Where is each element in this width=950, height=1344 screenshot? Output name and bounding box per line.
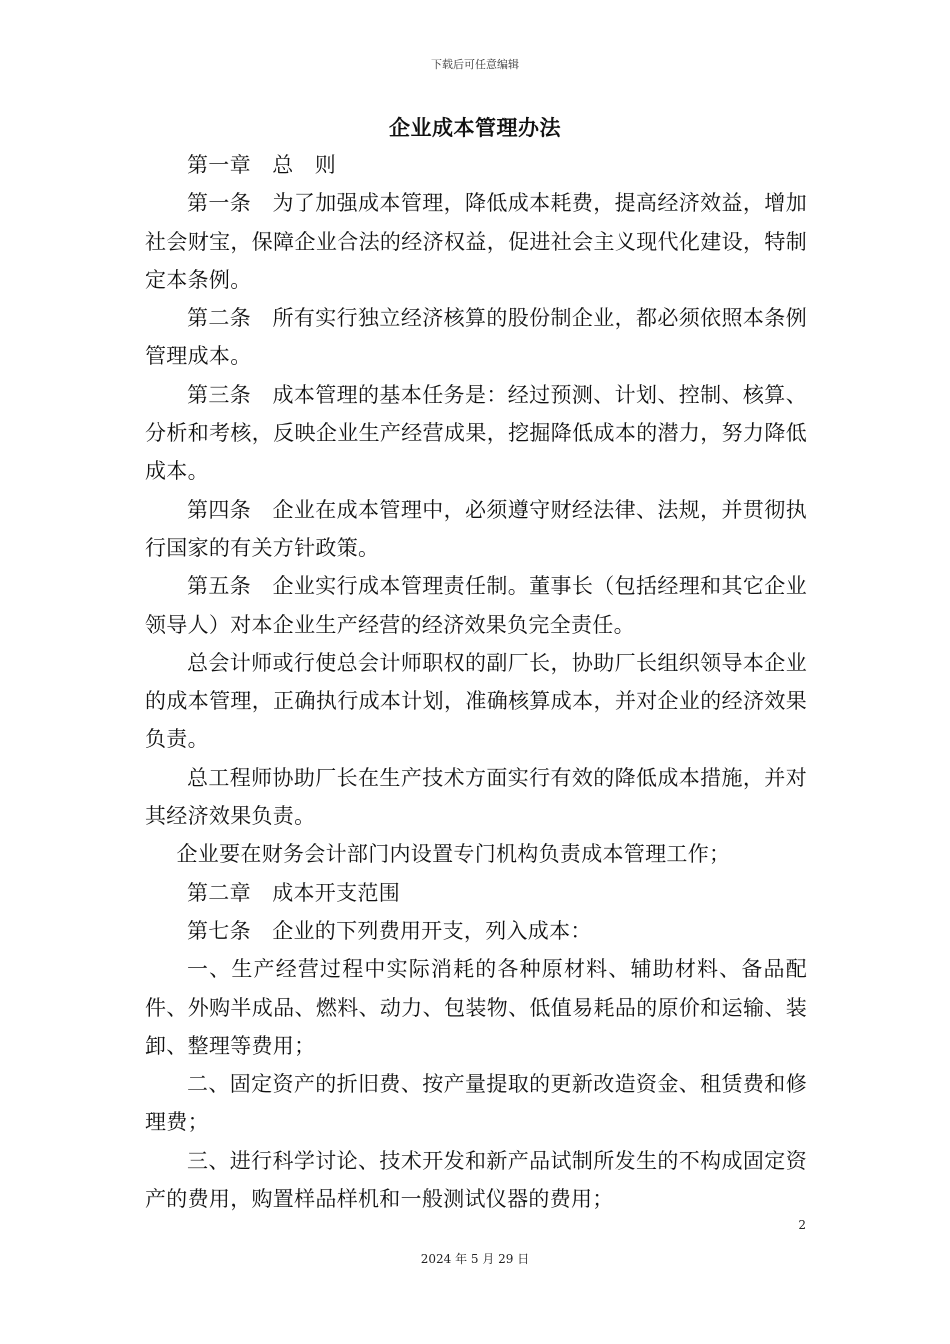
- paragraph: 第七条 企业的下列费用开支，列入成本：: [187, 918, 592, 943]
- paragraph: 第五条 企业实行成本管理责任制。董事长（包括经理和其它企业领导人）对本企业生产经营的经济效果负完全责任。: [145, 574, 807, 637]
- paragraph: 第二条 所有实行独立经济核算的股份制企业，都必须依照本条例管理成本。: [145, 306, 807, 369]
- document-body: [145, 146, 807, 1218]
- paragraph: 第四条 企业在成本管理中，必须遵守财经法律、法规，并贯彻执行国家的有关方针政策。: [145, 497, 807, 560]
- page-footer-date: 2024 年 5 月 29 日: [420, 1252, 530, 1266]
- paragraph: 第三条 成本管理的基本任务是：经过预测、计划、控制、核算、分析和考核，反映企业生产经营成果，挖掘降低成本的潜力，努力降低成本。: [145, 382, 807, 484]
- paragraph: 企业要在财务会计部门内设置专门机构负责成本管理工作；: [176, 842, 731, 867]
- page-number: 2: [798, 1218, 806, 1232]
- document-title: 企业成本管理办法: [389, 116, 561, 140]
- paragraph: 总工程师协助厂长在生产技术方面实行有效的降低成本措施，并对其经济效果负责。: [145, 765, 807, 829]
- list-item: 二、固定资产的折旧费、按产量提取的更新改造资金、租赁费和修理费；: [145, 1072, 807, 1135]
- chapter-heading: 第一章 总 则: [187, 153, 337, 177]
- list-item: 一、生产经营过程中实际消耗的各种原材料、辅助材料、备品配件、外购半成品、燃料、动力、包装物、低值易耗品的原价和运输、装卸、整理等费用；: [145, 957, 807, 1058]
- paragraph: 第一条 为了加强成本管理，降低成本耗费，提高经济效益，增加社会财宝，保障企业合法的经济权益，促进社会主义现代化建设，特制定本条例。: [145, 191, 807, 292]
- chapter-heading: 第二章 成本开支范围: [187, 880, 400, 905]
- page-header: 下载后可任意编辑: [431, 58, 519, 71]
- paragraph: 总会计师或行使总会计师职权的副厂长，协助厂长组织领导本企业的成本管理，正确执行成本计划，准确核算成本，并对企业的经济效果负责。: [145, 650, 807, 752]
- list-item: 三、进行科学讨论、技术开发和新产品试制所发生的不构成固定资产的费用，购置样品样机和一般测试仪器的费用；: [145, 1148, 807, 1212]
